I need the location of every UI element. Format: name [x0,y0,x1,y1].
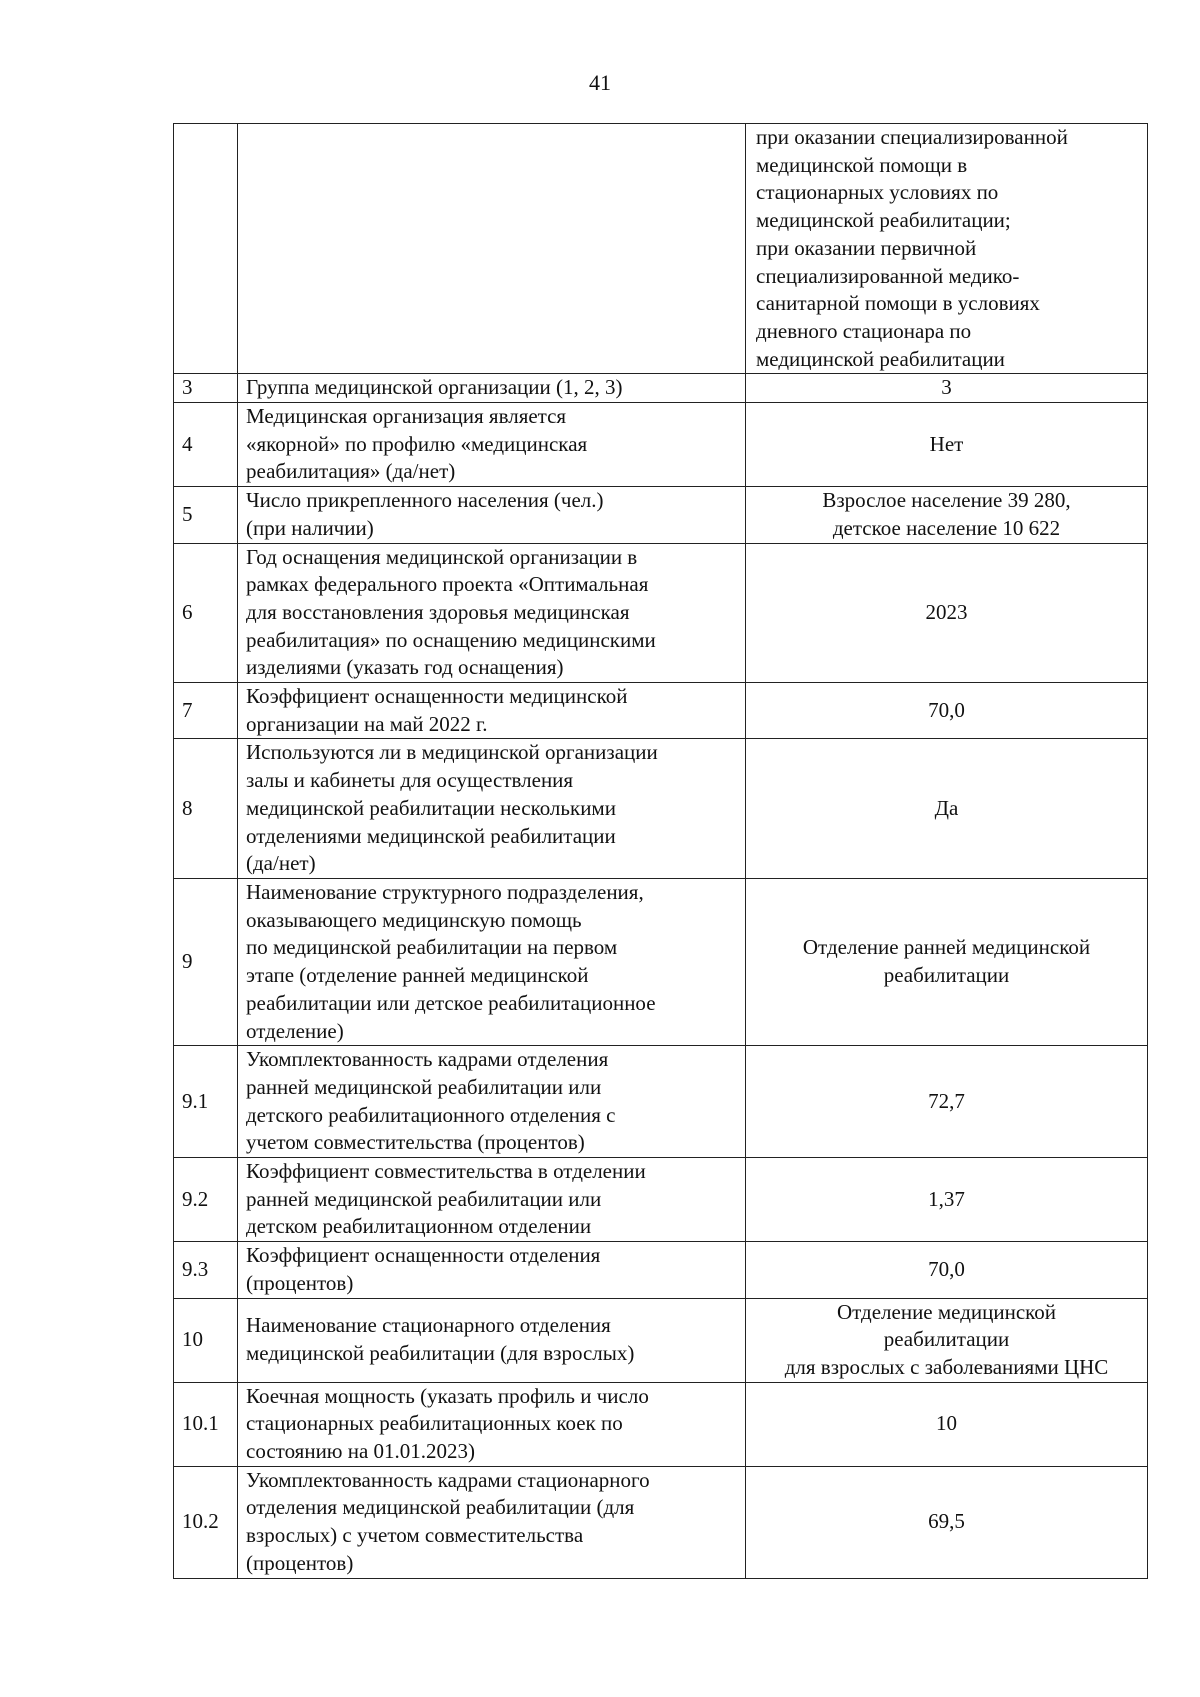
parameter-text-line: реабилитация» по оснащению медицинскими [246,627,656,652]
value-cell [746,1046,1148,1158]
value-text-line: при оказании специализированной [756,125,1068,149]
parameter-text-line: «якорной» по профилю «медицинская [246,431,588,456]
value-cell [746,1158,1148,1242]
value-text-line: реабилитации [883,963,1010,988]
row-number-cell: 4 [174,403,238,487]
value-text-line: для взрослых с заболеваниями ЦНС [784,1354,1109,1379]
value-cell [746,487,1148,543]
parameter-text-line: этапе (отделение ранней медицинской [246,963,589,988]
parameter-text-line: медицинской реабилитации несколькими [246,795,616,820]
parameter-text-line: реабилитации или детское реабилитационное [246,990,656,1015]
row-number-cell: 5 [174,487,238,543]
parameter-text-line: Группа медицинской организации (1, 2, 3) [246,375,623,400]
table-row [174,1382,1148,1466]
value-text-line: Отделение медицинской [836,1299,1057,1324]
table-row [174,1242,1148,1298]
parameter-cell [238,1046,746,1158]
parameter-text-line: Год оснащения медицинской организации в [246,544,638,569]
row-number-cell: 9.1 [174,1046,238,1158]
value-text-line: 1,37 [928,1186,965,1211]
parameter-text-line: ранней медицинской реабилитации или [246,1186,602,1211]
parameter-text-line: состоянию на 01.01.2023) [246,1439,476,1464]
parameter-text-line: Укомплектованность кадрами стационарного [246,1467,650,1492]
parameter-text-line: отделения медицинской реабилитации (для [246,1495,635,1520]
table-row [174,1466,1148,1578]
value-text-line: медицинской реабилитации [756,346,1005,371]
parameter-text-line: Коэффициент оснащенности медицинской [246,684,628,709]
table-row [174,124,1148,374]
row-number-cell: 10 [174,1298,238,1382]
value-text-line: 2023 [925,599,968,624]
row-number-cell: 10.1 [174,1382,238,1466]
table-row [174,739,1148,879]
row-number-cell [174,124,238,374]
parameter-text-line: ранней медицинской реабилитации или [246,1074,602,1099]
value-text-line: при оказании первичной [756,235,977,260]
row-number-cell: 3 [174,374,238,403]
row-number-cell: 10.2 [174,1466,238,1578]
parameter-text-line: (при наличии) [246,515,374,540]
parameter-text-line: детском реабилитационном отделении [246,1214,592,1239]
value-text-line: специализированной медико- [756,263,1020,288]
value-text-line: санитарной помощи в условиях [756,291,1040,316]
parameter-text-line: Коэффициент совместительства в отделении [246,1159,646,1184]
parameter-text-line: Число прикрепленного населения (чел.) [246,488,604,513]
parameter-text-line: Укомплектованность кадрами отделения [246,1047,609,1072]
parameter-text-line: залы и кабинеты для осуществления [246,768,574,793]
value-text-line: 72,7 [928,1088,965,1113]
parameter-cell [238,1158,746,1242]
value-text-line: медицинской реабилитации; [756,208,1011,233]
value-cell [746,1382,1148,1466]
value-text-line: дневного стационара по [756,318,972,343]
value-cell [746,374,1148,403]
parameter-text-line: детского реабилитационного отделения с [246,1102,616,1127]
table-row [174,543,1148,683]
parameter-text-line: взрослых) с учетом совместительства [246,1523,584,1548]
value-text-line: Отделение ранней медицинской [802,935,1091,960]
table-row [174,683,1148,739]
value-cell [746,683,1148,739]
value-text-line: 69,5 [928,1509,965,1534]
page-number: 41 [589,70,611,95]
row-number-cell: 7 [174,683,238,739]
parameter-cell [238,1382,746,1466]
parameter-cell [238,1298,746,1382]
row-number-cell: 9.3 [174,1242,238,1298]
row-number-cell: 6 [174,543,238,683]
table-row [174,1298,1148,1382]
table-row [174,403,1148,487]
parameter-cell [238,1242,746,1298]
parameter-cell [238,683,746,739]
parameter-cell [238,739,746,879]
value-text-line: 70,0 [928,697,965,722]
value-text-line: стационарных условиях по [756,180,999,205]
value-text-line: 3 [941,375,952,400]
value-cell [746,543,1148,683]
parameter-text-line: (процентов) [246,1550,354,1575]
data-table [173,123,1148,1579]
value-text-line: Да [934,795,959,820]
table-row [174,374,1148,403]
parameter-text-line: организации на май 2022 г. [246,711,488,736]
row-number-cell: 9.2 [174,1158,238,1242]
value-cell [746,403,1148,487]
parameter-cell [238,1466,746,1578]
parameter-text-line: Коэффициент оснащенности отделения [246,1243,601,1268]
parameter-text-line: медицинской реабилитации (для взрослых) [246,1341,635,1366]
parameter-text-line: (да/нет) [246,851,316,876]
value-text-line: реабилитации [883,1327,1010,1352]
parameter-text-line: Используются ли в медицинской организации [246,740,658,765]
parameter-cell [238,124,746,374]
table-row [174,487,1148,543]
parameter-cell [238,403,746,487]
parameter-cell [238,487,746,543]
table-body [174,124,1148,1579]
parameter-text-line: стационарных реабилитационных коек по [246,1411,623,1436]
value-text-line: детское население 10 622 [832,515,1061,540]
value-cell [746,878,1148,1045]
value-cell [746,1298,1148,1382]
parameter-cell [238,878,746,1045]
table-row [174,1046,1148,1158]
value-text-line: 10 [936,1411,957,1436]
table-row [174,1158,1148,1242]
parameter-text-line: изделиями (указать год оснащения) [246,655,564,680]
parameter-text-line: оказывающего медицинскую помощь [246,907,582,932]
parameter-text-line: (процентов) [246,1270,354,1295]
value-text-line: Нет [929,431,964,456]
parameter-text-line: учетом совместительства (процентов) [246,1130,585,1155]
parameter-text-line: Медицинская организация является [246,404,567,429]
row-number-cell: 9 [174,878,238,1045]
parameter-text-line: отделениями медицинской реабилитации [246,823,616,848]
value-cell [746,739,1148,879]
table-row [174,878,1148,1045]
parameter-text-line: по медицинской реабилитации на первом [246,935,618,960]
parameter-cell [238,543,746,683]
value-cell [746,124,1148,374]
value-text-line: Взрослое население 39 280, [822,488,1071,513]
parameter-text-line: реабилитация» (да/нет) [246,459,456,484]
value-cell [746,1466,1148,1578]
parameter-text-line: Наименование структурного подразделения, [246,879,644,904]
parameter-text-line: Коечная мощность (указать профиль и число [246,1383,649,1408]
row-number-cell: 8 [174,739,238,879]
value-text-line: 70,0 [928,1256,965,1281]
parameter-text-line: для восстановления здоровья медицинская [246,599,630,624]
value-text-line: медицинской помощи в [756,152,968,177]
parameter-cell [238,374,746,403]
parameter-text-line: отделение) [246,1018,344,1043]
value-cell [746,1242,1148,1298]
parameter-text-line: Наименование стационарного отделения [246,1313,611,1338]
parameter-text-line: рамках федерального проекта «Оптимальная [246,572,649,597]
